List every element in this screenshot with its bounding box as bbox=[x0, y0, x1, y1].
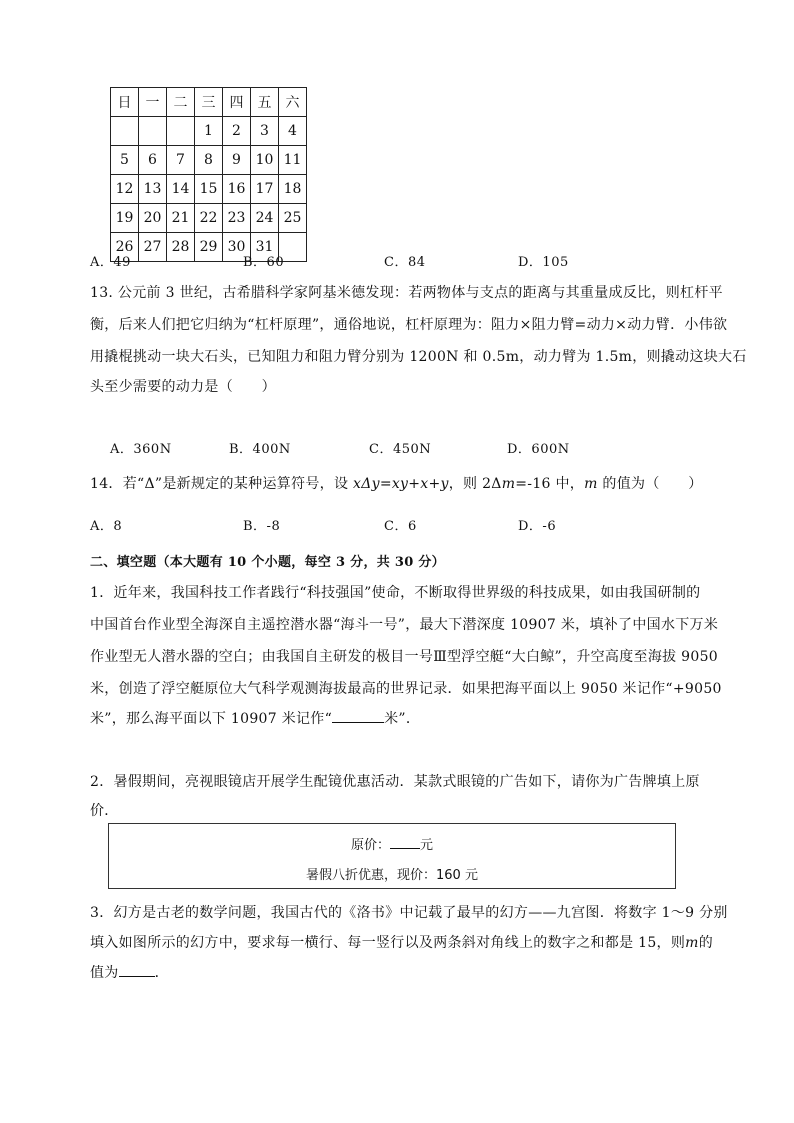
f3-line-2-text: 填入如图所示的幻方中，要求每一横行、每一竖行以及两条斜对角线上的数字之和都是 15，则 bbox=[90, 935, 686, 951]
calendar-day-cell: 14 bbox=[167, 175, 195, 204]
calendar-day-cell: 6 bbox=[139, 146, 167, 175]
calendar-weekday-cell: 四 bbox=[223, 88, 251, 117]
calendar-day-cell: 17 bbox=[251, 175, 279, 204]
calendar-day-cell: 18 bbox=[279, 175, 307, 204]
ad-sale-text: 暑假八折优惠，现价：160 元 bbox=[306, 868, 478, 883]
q13-option-a[interactable]: A．360N bbox=[110, 442, 172, 457]
calendar-day-cell: 8 bbox=[195, 146, 223, 175]
q13-line-2: 衡，后来人们把它归纳为“杠杆原理”，通俗地说，杠杆原理为：阻力×阻力臂=动力×动力臂．小伟欲 bbox=[90, 317, 728, 333]
calendar-day-cell: 11 bbox=[279, 146, 307, 175]
f1-line-2: 中国首台作业型全海深自主遥控潜水器“海斗一号”，最大下潜深度 10907 米，填补了中国水下万米 bbox=[90, 617, 719, 633]
q12-option-d[interactable]: D．105 bbox=[518, 255, 569, 270]
ad-price-label: 原价： bbox=[350, 838, 390, 853]
q14-expression: xΔy=xy+x+y bbox=[353, 476, 449, 492]
calendar-weekday-cell: 日 bbox=[111, 88, 139, 117]
q13-option-c[interactable]: C．450N bbox=[369, 442, 432, 457]
calendar-day-cell: 16 bbox=[223, 175, 251, 204]
q14-option-c[interactable]: C．6 bbox=[384, 519, 417, 534]
q14-option-a[interactable]: A．8 bbox=[90, 519, 123, 534]
calendar-day-cell: 7 bbox=[167, 146, 195, 175]
calendar-day-cell: 12 bbox=[111, 175, 139, 204]
q13-option-b[interactable]: B．400N bbox=[229, 442, 291, 457]
calendar-table bbox=[110, 87, 307, 262]
calendar-day-cell bbox=[167, 117, 195, 146]
q14-stem-prefix: 14．若“Δ”是新规定的某种运算符号，设 bbox=[90, 476, 353, 492]
section-heading: 二、填空题（本大题有 10 个小题，每空 3 分，共 30 分） bbox=[90, 555, 445, 570]
f1-line-1: 1．近年来，我国科技工作者践行“科技强国”使命，不断取得世界级的科技成果，如由我国研制的 bbox=[90, 585, 701, 601]
q13-option-d[interactable]: D．600N bbox=[507, 442, 570, 457]
f1-last-prefix: 米”，那么海平面以下 10907 米记作“ bbox=[90, 711, 333, 727]
calendar-day-cell: 24 bbox=[251, 204, 279, 233]
q14-stem-mid: ，则 2Δ bbox=[448, 476, 502, 492]
calendar-day-cell: 27 bbox=[139, 233, 167, 262]
calendar-day-cell: 9 bbox=[223, 146, 251, 175]
ad-price-row bbox=[109, 834, 675, 853]
q12-option-b[interactable]: B．60 bbox=[243, 255, 285, 270]
calendar-day-cell: 13 bbox=[139, 175, 167, 204]
f1-last-suffix: 米”． bbox=[384, 711, 421, 727]
calendar-day-cell: 15 bbox=[195, 175, 223, 204]
calendar-day-cell: 31 bbox=[251, 233, 279, 262]
calendar-weekday-cell: 二 bbox=[167, 88, 195, 117]
calendar-day-cell: 1 bbox=[195, 117, 223, 146]
f1-answer-blank[interactable] bbox=[332, 708, 384, 723]
f3-answer-blank[interactable] bbox=[119, 962, 155, 977]
q14-stem-suffix: 的值为（ ） bbox=[597, 476, 703, 492]
calendar-day-cell: 28 bbox=[167, 233, 195, 262]
q13-line-1: 13. 公元前 3 世纪，古希腊科学家阿基米德发现：若两物体与支点的距离与其重量成反比，则杠杆平 bbox=[90, 285, 723, 301]
calendar-day-cell bbox=[111, 117, 139, 146]
q14-option-d[interactable]: D．-6 bbox=[518, 519, 557, 534]
calendar-weekday-cell: 五 bbox=[251, 88, 279, 117]
q14-stem-eq: =-16 中， bbox=[515, 476, 585, 492]
calendar-weekday-cell: 三 bbox=[195, 88, 223, 117]
f3-line-3-prefix: 值为 bbox=[90, 965, 119, 981]
calendar-day-cell: 26 bbox=[111, 233, 139, 262]
calendar-day-cell: 25 bbox=[279, 204, 307, 233]
q14-stem bbox=[90, 473, 703, 493]
advertisement-board bbox=[108, 823, 676, 889]
f3-line-2-suffix: 的 bbox=[698, 935, 714, 951]
q13-line-3: 用撬棍挑动一块大石头，已知阻力和阻力臂分别为 1200N 和 0.5m，动力臂为 1.5m，则撬动这块大石 bbox=[90, 349, 747, 365]
calendar-day-cell: 5 bbox=[111, 146, 139, 175]
calendar-weekday-cell: 一 bbox=[139, 88, 167, 117]
calendar-weekday-cell: 六 bbox=[279, 88, 307, 117]
calendar-week-row bbox=[111, 204, 307, 233]
q14-variable-m: m bbox=[501, 476, 516, 492]
calendar-day-cell: 29 bbox=[195, 233, 223, 262]
calendar-day-cell: 30 bbox=[223, 233, 251, 262]
calendar-day-cell bbox=[139, 117, 167, 146]
ad-price-blank[interactable] bbox=[390, 834, 420, 849]
q14-variable-m-2: m bbox=[584, 476, 598, 492]
calendar-week-row bbox=[111, 117, 307, 146]
calendar-week-row bbox=[111, 175, 307, 204]
q14-option-b[interactable]: B．-8 bbox=[243, 519, 281, 534]
calendar-week-row bbox=[111, 146, 307, 175]
f3-line-3 bbox=[90, 962, 169, 982]
q12-option-a[interactable]: A．49 bbox=[90, 255, 131, 270]
calendar-day-cell: 3 bbox=[251, 117, 279, 146]
q12-option-c[interactable]: C．84 bbox=[384, 255, 426, 270]
calendar-day-cell: 23 bbox=[223, 204, 251, 233]
f3-variable-m: m bbox=[685, 935, 699, 951]
calendar-day-cell: 21 bbox=[167, 204, 195, 233]
ad-price-unit: 元 bbox=[420, 838, 434, 853]
calendar-day-cell: 4 bbox=[279, 117, 307, 146]
f3-line-3-suffix: ． bbox=[154, 965, 169, 981]
calendar-day-cell: 22 bbox=[195, 204, 223, 233]
calendar-header-row bbox=[111, 88, 307, 117]
f1-line-3: 作业型无人潜水器的空白；由我国自主研发的极目一号Ⅲ型浮空艇“大白鲸”，升空高度至海拔 9050 bbox=[90, 649, 718, 665]
f1-line-4: 米，创造了浮空艇原位大气科学观测海拔最高的世界记录．如果把海平面以上 9050 米记作“+9050 bbox=[90, 681, 722, 697]
f3-line-1: 3．幻方是古老的数学问题，我国古代的《洛书》中记载了最早的幻方——九宫图．将数字 1～9 分别 bbox=[90, 905, 728, 921]
f3-line-2 bbox=[90, 932, 713, 952]
f2-line-2: 价． bbox=[90, 803, 119, 819]
f1-line-5 bbox=[90, 708, 420, 728]
calendar-day-cell: 10 bbox=[251, 146, 279, 175]
calendar-day-cell: 2 bbox=[223, 117, 251, 146]
f2-line-1: 2．暑假期间，亮视眼镜店开展学生配镜优惠活动．某款式眼镜的广告如下，请你为广告牌填上原 bbox=[90, 774, 700, 790]
calendar-day-cell: 19 bbox=[111, 204, 139, 233]
calendar-day-cell: 20 bbox=[139, 204, 167, 233]
q13-line-4: 头至少需要的动力是（ ） bbox=[90, 379, 276, 395]
